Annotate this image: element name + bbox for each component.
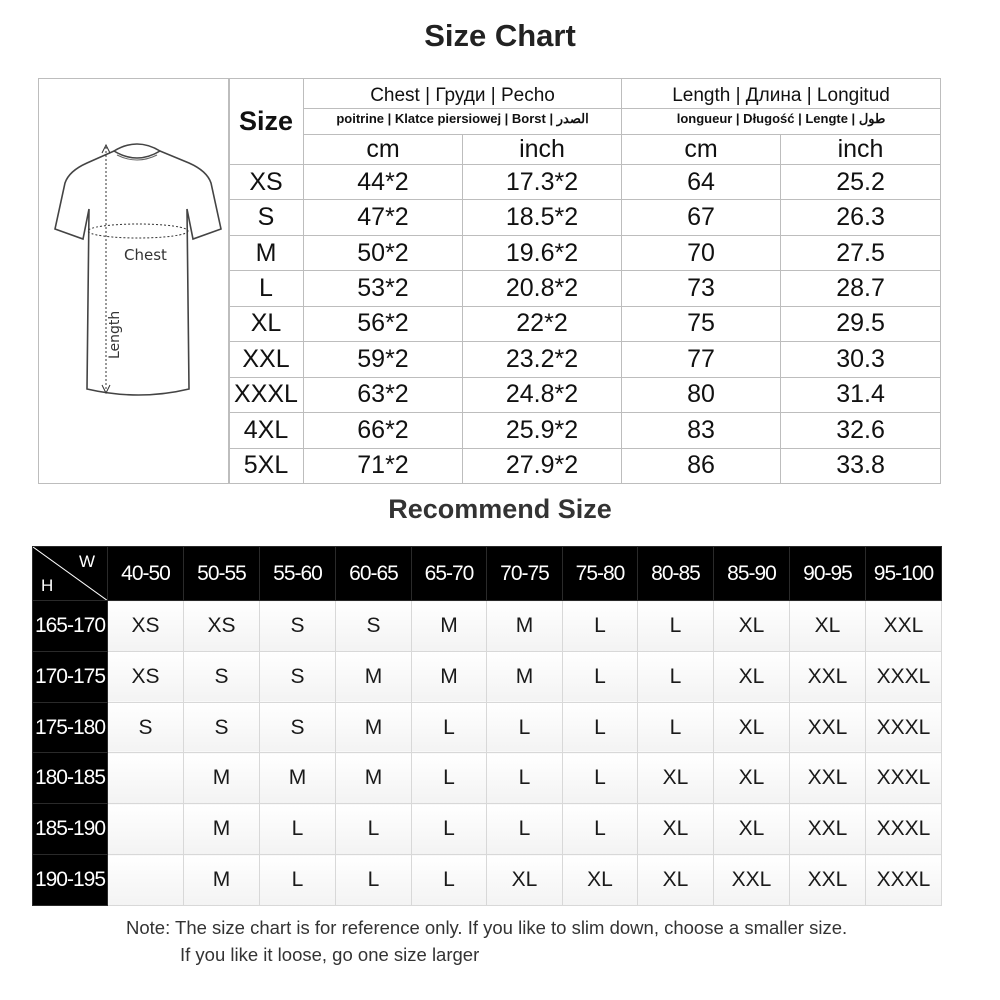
size-cell: L	[260, 804, 336, 855]
unit-length-inch: inch	[781, 135, 941, 165]
size-cell: M	[487, 601, 563, 652]
height-row	[33, 804, 942, 855]
length-inch-cell: 28.7	[781, 271, 941, 306]
chest-header: Chest | Груди | Pecho	[370, 85, 555, 106]
chest-cm-cell: 63*2	[304, 377, 463, 412]
size-cell	[108, 855, 184, 906]
size-cell: L	[260, 855, 336, 906]
size-cell: S	[260, 702, 336, 753]
size-cell: XL	[790, 601, 866, 652]
length-inch-cell: 30.3	[781, 342, 941, 377]
chest-cm-cell: 44*2	[304, 165, 463, 200]
size-row	[229, 200, 941, 235]
chest-header-cell	[304, 79, 622, 135]
size-cell: M	[260, 753, 336, 804]
size-cell: L	[638, 702, 714, 753]
size-row	[229, 342, 941, 377]
length-cm-cell: 80	[622, 377, 781, 412]
size-cell: XL	[714, 702, 790, 753]
size-cell: XL	[638, 753, 714, 804]
size-cell: L	[563, 804, 638, 855]
note-line-2: If you like it loose, go one size larger	[180, 944, 480, 965]
size-cell: XXXL	[866, 804, 942, 855]
size-cell: XL	[714, 651, 790, 702]
wh-diagonal	[33, 547, 108, 601]
recommend-size-table	[32, 546, 942, 906]
size-cell: XL	[487, 855, 563, 906]
weight-header: 85-90	[714, 547, 790, 601]
size-cell: XL	[714, 601, 790, 652]
size-cell: S	[336, 601, 412, 652]
chest-subheader: poitrine | Klatce piersiowej | Borst | الصدر	[304, 108, 621, 129]
note-line-1: Note: The size chart is for reference only. If you like to slim down, choose a smaller size.	[126, 917, 848, 938]
size-table	[228, 78, 941, 484]
chest-label: Chest	[124, 246, 167, 264]
chest-inch-cell: 17.3*2	[463, 165, 622, 200]
chest-inch-cell: 20.8*2	[463, 271, 622, 306]
size-note	[126, 914, 847, 968]
size-row	[229, 377, 941, 412]
length-cm-cell: 77	[622, 342, 781, 377]
size-cell: M	[487, 651, 563, 702]
length-cm-cell: 73	[622, 271, 781, 306]
weight-header: 50-55	[184, 547, 260, 601]
length-inch-cell: 31.4	[781, 377, 941, 412]
chest-cm-cell: 59*2	[304, 342, 463, 377]
size-cell: L	[412, 702, 487, 753]
size-cell: XXXL	[866, 855, 942, 906]
size-cell: L	[487, 702, 563, 753]
size-cell: L	[229, 271, 304, 306]
length-subheader: longueur | Długość | Lengte | طول	[622, 108, 940, 129]
length-inch-cell: 26.3	[781, 200, 941, 235]
size-cell: XXL	[790, 753, 866, 804]
weight-header: 65-70	[412, 547, 487, 601]
size-cell: XXXL	[866, 651, 942, 702]
chest-cm-cell: 50*2	[304, 235, 463, 270]
weight-header: 75-80	[563, 547, 638, 601]
length-inch-cell: 29.5	[781, 306, 941, 341]
size-cell: M	[184, 753, 260, 804]
weight-header: 90-95	[790, 547, 866, 601]
length-inch-cell: 33.8	[781, 448, 941, 484]
size-cell: 4XL	[229, 413, 304, 448]
size-row	[229, 413, 941, 448]
weight-header-row	[33, 547, 942, 601]
h-label: H	[41, 576, 53, 595]
length-header: Length | Длина | Longitud	[672, 85, 890, 106]
size-cell: S	[108, 702, 184, 753]
w-label: W	[79, 552, 95, 571]
size-cell: S	[184, 702, 260, 753]
tshirt-diagram	[38, 78, 230, 484]
size-cell: 5XL	[229, 448, 304, 484]
size-cell: XXL	[790, 702, 866, 753]
weight-header: 55-60	[260, 547, 336, 601]
size-cell: L	[563, 651, 638, 702]
height-header: 175-180	[33, 702, 108, 753]
length-cm-cell: 70	[622, 235, 781, 270]
length-inch-cell: 27.5	[781, 235, 941, 270]
size-cell: XXL	[790, 855, 866, 906]
size-header: Size	[229, 79, 304, 165]
chest-inch-cell: 22*2	[463, 306, 622, 341]
length-label: Length	[107, 310, 123, 359]
size-row	[229, 271, 941, 306]
size-cell: XXL	[714, 855, 790, 906]
size-cell: M	[336, 753, 412, 804]
weight-header: 40-50	[108, 547, 184, 601]
height-header: 165-170	[33, 601, 108, 652]
size-cell: XS	[108, 651, 184, 702]
size-row	[229, 448, 941, 484]
size-cell: M	[336, 651, 412, 702]
size-cell: L	[412, 753, 487, 804]
length-cm-cell: 67	[622, 200, 781, 235]
size-cell: L	[638, 651, 714, 702]
chest-inch-cell: 19.6*2	[463, 235, 622, 270]
height-header: 190-195	[33, 855, 108, 906]
size-cell: XL	[714, 753, 790, 804]
chest-inch-cell: 27.9*2	[463, 448, 622, 484]
size-cell: XL	[638, 855, 714, 906]
size-row	[229, 306, 941, 341]
unit-chest-inch: inch	[463, 135, 622, 165]
size-cell	[108, 804, 184, 855]
size-cell: M	[184, 804, 260, 855]
length-cm-cell: 83	[622, 413, 781, 448]
size-cell: L	[638, 601, 714, 652]
wh-corner-cell	[33, 547, 108, 601]
size-cell: XXL	[229, 342, 304, 377]
chest-cm-cell: 71*2	[304, 448, 463, 484]
chest-inch-cell: 18.5*2	[463, 200, 622, 235]
weight-header: 80-85	[638, 547, 714, 601]
size-cell: XS	[184, 601, 260, 652]
size-cell: S	[260, 601, 336, 652]
size-chart	[38, 78, 943, 484]
size-cell: L	[412, 855, 487, 906]
unit-length-cm: cm	[622, 135, 781, 165]
size-cell: L	[412, 804, 487, 855]
size-cell: L	[336, 804, 412, 855]
size-cell: XL	[563, 855, 638, 906]
size-cell: M	[412, 601, 487, 652]
size-cell	[108, 753, 184, 804]
chest-cm-cell: 66*2	[304, 413, 463, 448]
height-row	[33, 702, 942, 753]
tshirt-illustration	[39, 79, 229, 483]
size-cell: XXXL	[866, 702, 942, 753]
chest-inch-cell: 24.8*2	[463, 377, 622, 412]
size-cell: XL	[714, 804, 790, 855]
size-cell: S	[184, 651, 260, 702]
size-cell: XL	[229, 306, 304, 341]
height-header: 180-185	[33, 753, 108, 804]
size-cell: S	[260, 651, 336, 702]
unit-chest-cm: cm	[304, 135, 463, 165]
weight-header: 60-65	[336, 547, 412, 601]
chest-cm-cell: 47*2	[304, 200, 463, 235]
length-cm-cell: 75	[622, 306, 781, 341]
size-cell: M	[336, 702, 412, 753]
length-cm-cell: 86	[622, 448, 781, 484]
size-cell: L	[487, 753, 563, 804]
size-cell: XXL	[790, 651, 866, 702]
recommend-size-title: Recommend Size	[388, 494, 612, 524]
size-cell: M	[412, 651, 487, 702]
size-cell: XXL	[790, 804, 866, 855]
height-row	[33, 601, 942, 652]
height-row	[33, 753, 942, 804]
size-row	[229, 165, 941, 200]
chest-inch-cell: 25.9*2	[463, 413, 622, 448]
height-header: 185-190	[33, 804, 108, 855]
chest-cm-cell: 53*2	[304, 271, 463, 306]
size-row	[229, 235, 941, 270]
size-cell: L	[336, 855, 412, 906]
weight-header: 95-100	[866, 547, 942, 601]
size-cell: S	[229, 200, 304, 235]
size-cell: XL	[638, 804, 714, 855]
length-header-cell	[622, 79, 941, 135]
size-cell: XS	[229, 165, 304, 200]
height-row	[33, 651, 942, 702]
length-inch-cell: 25.2	[781, 165, 941, 200]
size-cell: M	[184, 855, 260, 906]
height-header: 170-175	[33, 651, 108, 702]
length-inch-cell: 32.6	[781, 413, 941, 448]
chest-inch-cell: 23.2*2	[463, 342, 622, 377]
length-cm-cell: 64	[622, 165, 781, 200]
size-cell: XXXL	[866, 753, 942, 804]
size-cell: L	[563, 601, 638, 652]
size-cell: XXL	[866, 601, 942, 652]
size-cell: L	[487, 804, 563, 855]
height-row	[33, 855, 942, 906]
chest-cm-cell: 56*2	[304, 306, 463, 341]
size-cell: L	[563, 753, 638, 804]
size-cell: L	[563, 702, 638, 753]
size-cell: XXXL	[229, 377, 304, 412]
size-cell: XS	[108, 601, 184, 652]
size-cell: M	[229, 235, 304, 270]
weight-header: 70-75	[487, 547, 563, 601]
page-title: Size Chart	[424, 18, 576, 53]
